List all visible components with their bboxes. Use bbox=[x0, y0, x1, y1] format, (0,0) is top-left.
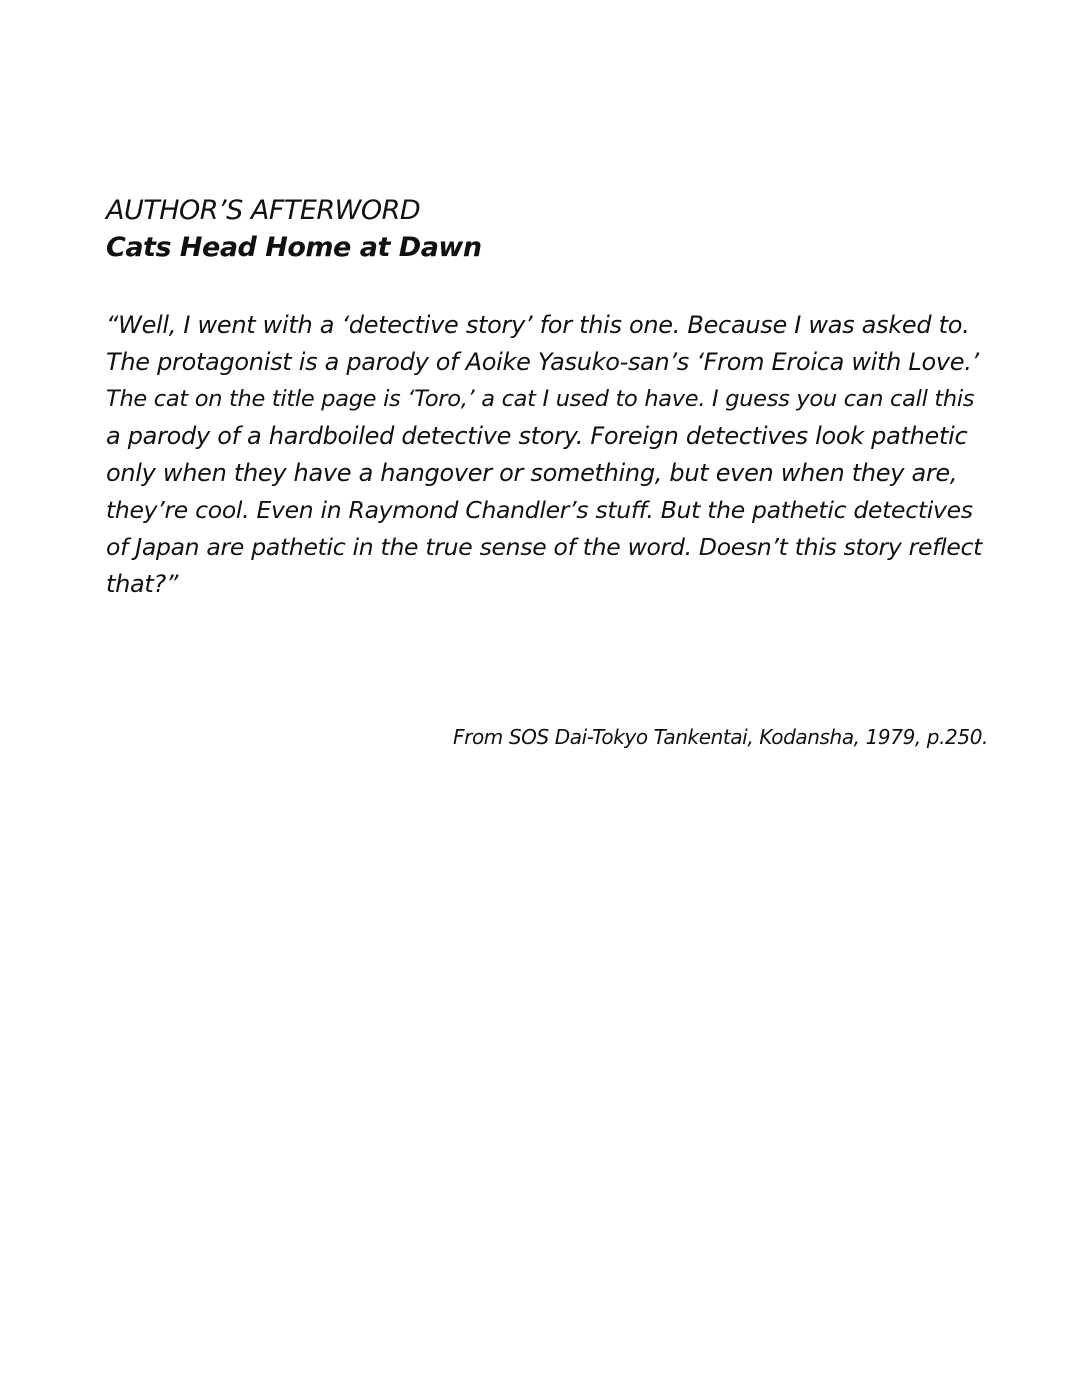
afterword-heading bbox=[106, 192, 988, 266]
quote-line: only when they have a hangover or something, but even when they are, bbox=[106, 459, 958, 487]
afterword-page bbox=[106, 192, 988, 603]
quote-line: The cat on the title page is ‘Toro,’ a cat I used to have. I guess you can call this bbox=[106, 386, 975, 412]
quote-line: a parody of a hardboiled detective story. Foreign detectives look pathetic bbox=[106, 422, 968, 450]
author-quote bbox=[106, 307, 988, 603]
quote-line: that?” bbox=[106, 570, 179, 598]
page-subtitle: Cats Head Home at Dawn bbox=[106, 232, 482, 263]
quote-line: “Well, I went with a ‘detective story’ for this one. Because I was asked to. bbox=[106, 311, 970, 339]
quote-line: they’re cool. Even in Raymond Chandler’s stuff. But the pathetic detectives bbox=[106, 496, 973, 524]
quote-line: of Japan are pathetic in the true sense of the word. Doesn’t this story reflect bbox=[106, 533, 983, 561]
quote-line: The protagonist is a parody of Aoike Yasuko-san’s ‘From Eroica with Love.’ bbox=[106, 348, 979, 376]
page-title: AUTHOR’S AFTERWORD bbox=[106, 195, 421, 226]
source-citation: From SOS Dai-Tokyo Tankentai, Kodansha, 1979, p.250. bbox=[453, 725, 988, 749]
